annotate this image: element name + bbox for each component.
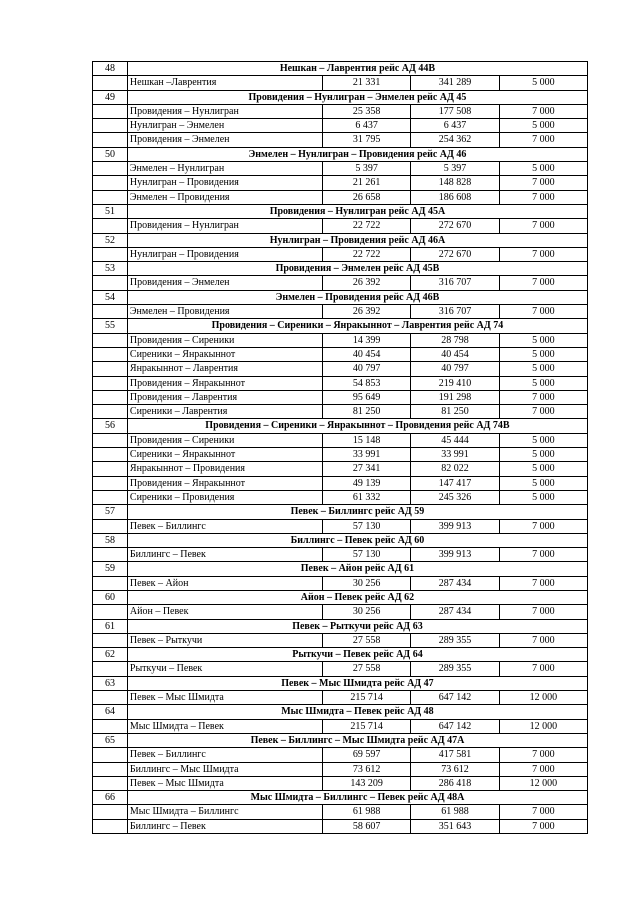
flight-title: Энмелен – Провидения рейс АД 46В bbox=[127, 290, 587, 304]
value-cell-3: 5 000 bbox=[499, 376, 587, 390]
value-cell-1: 30 256 bbox=[323, 605, 411, 619]
value-cell-1: 49 139 bbox=[323, 476, 411, 490]
value-cell-2: 40 454 bbox=[411, 347, 499, 361]
value-cell-2: 148 828 bbox=[411, 176, 499, 190]
value-cell-2: 177 508 bbox=[411, 104, 499, 118]
value-cell-1: 30 256 bbox=[323, 576, 411, 590]
value-cell-2: 272 670 bbox=[411, 219, 499, 233]
flight-header-row bbox=[93, 204, 588, 218]
flight-title: Певек – Мыс Шмидта рейс АД 47 bbox=[127, 676, 587, 690]
value-cell-3: 12 000 bbox=[499, 776, 587, 790]
route-cell: Провидения – Сиреники bbox=[127, 433, 322, 447]
value-cell-1: 61 988 bbox=[323, 805, 411, 819]
route-cell: Рыткучи – Певек bbox=[127, 662, 322, 676]
value-cell-1: 22 722 bbox=[323, 247, 411, 261]
value-cell-3: 7 000 bbox=[499, 805, 587, 819]
value-cell-2: 399 913 bbox=[411, 548, 499, 562]
value-cell-3: 7 000 bbox=[499, 633, 587, 647]
table-row bbox=[93, 776, 588, 790]
flight-header-row bbox=[93, 733, 588, 747]
empty-number-cell bbox=[93, 519, 128, 533]
empty-number-cell bbox=[93, 448, 128, 462]
value-cell-1: 143 209 bbox=[323, 776, 411, 790]
flight-header-row bbox=[93, 791, 588, 805]
value-cell-2: 147 417 bbox=[411, 476, 499, 490]
value-cell-3: 7 000 bbox=[499, 104, 587, 118]
route-cell: Сиреники – Лаврентия bbox=[127, 405, 322, 419]
value-cell-2: 417 581 bbox=[411, 748, 499, 762]
flight-header-row bbox=[93, 262, 588, 276]
table-row bbox=[93, 376, 588, 390]
route-cell: Сиреники – Провидения bbox=[127, 490, 322, 504]
flight-header-row bbox=[93, 705, 588, 719]
route-cell: Певек – Мыс Шмидта bbox=[127, 776, 322, 790]
value-cell-3: 5 000 bbox=[499, 490, 587, 504]
value-cell-3: 5 000 bbox=[499, 462, 587, 476]
value-cell-3: 7 000 bbox=[499, 576, 587, 590]
table-row bbox=[93, 448, 588, 462]
route-cell: Певек – Биллингс bbox=[127, 748, 322, 762]
value-cell-1: 73 612 bbox=[323, 762, 411, 776]
value-cell-1: 95 649 bbox=[323, 390, 411, 404]
value-cell-2: 287 434 bbox=[411, 576, 499, 590]
flights-table-body bbox=[93, 62, 588, 834]
table-row bbox=[93, 805, 588, 819]
value-cell-2: 647 142 bbox=[411, 691, 499, 705]
empty-number-cell bbox=[93, 548, 128, 562]
flight-number: 66 bbox=[93, 791, 128, 805]
flight-title: Провидения – Сиреники – Янракыннот – Провидения рейс АД 74В bbox=[127, 419, 587, 433]
value-cell-2: 399 913 bbox=[411, 519, 499, 533]
flight-title: Рыткучи – Певек рейс АД 64 bbox=[127, 648, 587, 662]
flight-number: 61 bbox=[93, 619, 128, 633]
flight-title: Провидения – Нунлигран – Энмелен рейс АД 45 bbox=[127, 90, 587, 104]
empty-number-cell bbox=[93, 305, 128, 319]
value-cell-1: 69 597 bbox=[323, 748, 411, 762]
flight-header-row bbox=[93, 590, 588, 604]
flight-title: Певек – Рыткучи рейс АД 63 bbox=[127, 619, 587, 633]
value-cell-2: 254 362 bbox=[411, 133, 499, 147]
flight-number: 60 bbox=[93, 590, 128, 604]
table-row bbox=[93, 333, 588, 347]
flight-header-row bbox=[93, 319, 588, 333]
value-cell-2: 6 437 bbox=[411, 119, 499, 133]
value-cell-1: 40 797 bbox=[323, 362, 411, 376]
flight-number: 49 bbox=[93, 90, 128, 104]
flight-number: 50 bbox=[93, 147, 128, 161]
table-row bbox=[93, 605, 588, 619]
flight-title: Нунлигран – Провидения рейс АД 46А bbox=[127, 233, 587, 247]
route-cell: Мыс Шмидта – Биллингс bbox=[127, 805, 322, 819]
value-cell-3: 7 000 bbox=[499, 519, 587, 533]
table-row bbox=[93, 162, 588, 176]
empty-number-cell bbox=[93, 805, 128, 819]
value-cell-3: 7 000 bbox=[499, 662, 587, 676]
value-cell-3: 7 000 bbox=[499, 190, 587, 204]
value-cell-2: 28 798 bbox=[411, 333, 499, 347]
table-row bbox=[93, 119, 588, 133]
table-row bbox=[93, 347, 588, 361]
route-cell: Провидения – Лаврентия bbox=[127, 390, 322, 404]
route-cell: Певек – Мыс Шмидта bbox=[127, 691, 322, 705]
flight-number: 63 bbox=[93, 676, 128, 690]
flight-header-row bbox=[93, 505, 588, 519]
flight-header-row bbox=[93, 62, 588, 76]
empty-number-cell bbox=[93, 576, 128, 590]
value-cell-2: 286 418 bbox=[411, 776, 499, 790]
value-cell-3: 12 000 bbox=[499, 691, 587, 705]
route-cell: Янракыннот – Провидения bbox=[127, 462, 322, 476]
route-cell: Певек – Биллингс bbox=[127, 519, 322, 533]
table-row bbox=[93, 548, 588, 562]
flight-number: 62 bbox=[93, 648, 128, 662]
value-cell-2: 316 707 bbox=[411, 305, 499, 319]
value-cell-1: 27 558 bbox=[323, 633, 411, 647]
flight-number: 58 bbox=[93, 533, 128, 547]
value-cell-2: 5 397 bbox=[411, 162, 499, 176]
flight-header-row bbox=[93, 290, 588, 304]
value-cell-3: 7 000 bbox=[499, 548, 587, 562]
empty-number-cell bbox=[93, 362, 128, 376]
table-row bbox=[93, 390, 588, 404]
empty-number-cell bbox=[93, 247, 128, 261]
value-cell-1: 25 358 bbox=[323, 104, 411, 118]
value-cell-1: 26 392 bbox=[323, 305, 411, 319]
value-cell-1: 31 795 bbox=[323, 133, 411, 147]
table-row bbox=[93, 276, 588, 290]
flight-title: Певек – Айон рейс АД 61 bbox=[127, 562, 587, 576]
table-row bbox=[93, 190, 588, 204]
table-row bbox=[93, 76, 588, 90]
flight-title: Мыс Шмидта – Певек рейс АД 48 bbox=[127, 705, 587, 719]
empty-number-cell bbox=[93, 390, 128, 404]
value-cell-1: 58 607 bbox=[323, 819, 411, 833]
value-cell-3: 7 000 bbox=[499, 176, 587, 190]
empty-number-cell bbox=[93, 176, 128, 190]
value-cell-1: 33 991 bbox=[323, 448, 411, 462]
empty-number-cell bbox=[93, 133, 128, 147]
value-cell-1: 26 658 bbox=[323, 190, 411, 204]
empty-number-cell bbox=[93, 762, 128, 776]
route-cell: Провидения – Янракыннот bbox=[127, 476, 322, 490]
flight-title: Певек – Биллингс рейс АД 59 bbox=[127, 505, 587, 519]
value-cell-1: 21 331 bbox=[323, 76, 411, 90]
flight-header-row bbox=[93, 419, 588, 433]
route-cell: Провидения – Энмелен bbox=[127, 133, 322, 147]
value-cell-1: 215 714 bbox=[323, 691, 411, 705]
value-cell-2: 73 612 bbox=[411, 762, 499, 776]
table-row bbox=[93, 519, 588, 533]
value-cell-3: 7 000 bbox=[499, 819, 587, 833]
route-cell: Сиреники – Янракыннот bbox=[127, 347, 322, 361]
empty-number-cell bbox=[93, 633, 128, 647]
value-cell-3: 7 000 bbox=[499, 405, 587, 419]
table-row bbox=[93, 133, 588, 147]
table-row bbox=[93, 305, 588, 319]
value-cell-1: 21 261 bbox=[323, 176, 411, 190]
table-row bbox=[93, 662, 588, 676]
empty-number-cell bbox=[93, 476, 128, 490]
flight-header-row bbox=[93, 619, 588, 633]
value-cell-3: 5 000 bbox=[499, 119, 587, 133]
table-row bbox=[93, 176, 588, 190]
value-cell-3: 7 000 bbox=[499, 133, 587, 147]
value-cell-1: 40 454 bbox=[323, 347, 411, 361]
flight-header-row bbox=[93, 676, 588, 690]
value-cell-2: 186 608 bbox=[411, 190, 499, 204]
flight-title: Провидения – Сиреники – Янракыннот – Лаврентия рейс АД 74 bbox=[127, 319, 587, 333]
table-row bbox=[93, 633, 588, 647]
route-cell: Энмелен – Провидения bbox=[127, 190, 322, 204]
empty-number-cell bbox=[93, 490, 128, 504]
empty-number-cell bbox=[93, 405, 128, 419]
table-row bbox=[93, 362, 588, 376]
value-cell-1: 215 714 bbox=[323, 719, 411, 733]
route-cell: Провидения – Сиреники bbox=[127, 333, 322, 347]
empty-number-cell bbox=[93, 605, 128, 619]
flight-number: 52 bbox=[93, 233, 128, 247]
table-row bbox=[93, 719, 588, 733]
value-cell-2: 40 797 bbox=[411, 362, 499, 376]
value-cell-3: 7 000 bbox=[499, 247, 587, 261]
value-cell-3: 5 000 bbox=[499, 76, 587, 90]
value-cell-1: 54 853 bbox=[323, 376, 411, 390]
flight-title: Мыс Шмидта – Биллингс – Певек рейс АД 48А bbox=[127, 791, 587, 805]
value-cell-1: 81 250 bbox=[323, 405, 411, 419]
table-row bbox=[93, 219, 588, 233]
flights-table bbox=[92, 61, 588, 834]
flight-header-row bbox=[93, 233, 588, 247]
table-row bbox=[93, 762, 588, 776]
route-cell: Певек – Рыткучи bbox=[127, 633, 322, 647]
flight-title: Певек – Биллингс – Мыс Шмидта рейс АД 47А bbox=[127, 733, 587, 747]
value-cell-1: 26 392 bbox=[323, 276, 411, 290]
value-cell-3: 5 000 bbox=[499, 162, 587, 176]
value-cell-1: 57 130 bbox=[323, 519, 411, 533]
route-cell: Нунлигран – Провидения bbox=[127, 247, 322, 261]
value-cell-3: 5 000 bbox=[499, 476, 587, 490]
flight-number: 48 bbox=[93, 62, 128, 76]
route-cell: Сиреники – Янракыннот bbox=[127, 448, 322, 462]
value-cell-1: 27 341 bbox=[323, 462, 411, 476]
flight-number: 59 bbox=[93, 562, 128, 576]
table-row bbox=[93, 462, 588, 476]
empty-number-cell bbox=[93, 162, 128, 176]
value-cell-2: 289 355 bbox=[411, 662, 499, 676]
flight-number: 64 bbox=[93, 705, 128, 719]
table-row bbox=[93, 819, 588, 833]
value-cell-2: 316 707 bbox=[411, 276, 499, 290]
value-cell-2: 351 643 bbox=[411, 819, 499, 833]
empty-number-cell bbox=[93, 119, 128, 133]
value-cell-2: 45 444 bbox=[411, 433, 499, 447]
value-cell-2: 245 326 bbox=[411, 490, 499, 504]
table-row bbox=[93, 476, 588, 490]
route-cell: Янракыннот – Лаврентия bbox=[127, 362, 322, 376]
route-cell: Провидения – Янракыннот bbox=[127, 376, 322, 390]
empty-number-cell bbox=[93, 691, 128, 705]
route-cell: Айон – Певек bbox=[127, 605, 322, 619]
value-cell-1: 6 437 bbox=[323, 119, 411, 133]
value-cell-2: 82 022 bbox=[411, 462, 499, 476]
empty-number-cell bbox=[93, 76, 128, 90]
empty-number-cell bbox=[93, 819, 128, 833]
route-cell: Энмелен – Нунлигран bbox=[127, 162, 322, 176]
value-cell-3: 7 000 bbox=[499, 305, 587, 319]
value-cell-3: 5 000 bbox=[499, 433, 587, 447]
value-cell-2: 272 670 bbox=[411, 247, 499, 261]
route-cell: Провидения – Энмелен bbox=[127, 276, 322, 290]
value-cell-2: 219 410 bbox=[411, 376, 499, 390]
flight-title: Биллингс – Певек рейс АД 60 bbox=[127, 533, 587, 547]
route-cell: Биллингс – Певек bbox=[127, 548, 322, 562]
flight-number: 51 bbox=[93, 204, 128, 218]
flight-number: 56 bbox=[93, 419, 128, 433]
route-cell: Провидения – Нунлигран bbox=[127, 104, 322, 118]
value-cell-2: 61 988 bbox=[411, 805, 499, 819]
value-cell-3: 7 000 bbox=[499, 748, 587, 762]
flight-title: Айон – Певек рейс АД 62 bbox=[127, 590, 587, 604]
value-cell-2: 287 434 bbox=[411, 605, 499, 619]
route-cell: Биллингс – Певек bbox=[127, 819, 322, 833]
route-cell: Певек – Айон bbox=[127, 576, 322, 590]
table-row bbox=[93, 691, 588, 705]
value-cell-3: 7 000 bbox=[499, 605, 587, 619]
flight-number: 53 bbox=[93, 262, 128, 276]
value-cell-1: 22 722 bbox=[323, 219, 411, 233]
flight-number: 57 bbox=[93, 505, 128, 519]
empty-number-cell bbox=[93, 276, 128, 290]
value-cell-2: 33 991 bbox=[411, 448, 499, 462]
value-cell-2: 647 142 bbox=[411, 719, 499, 733]
value-cell-3: 5 000 bbox=[499, 347, 587, 361]
table-row bbox=[93, 748, 588, 762]
route-cell: Биллингс – Мыс Шмидта bbox=[127, 762, 322, 776]
value-cell-1: 14 399 bbox=[323, 333, 411, 347]
flight-header-row bbox=[93, 533, 588, 547]
table-row bbox=[93, 104, 588, 118]
route-cell: Мыс Шмидта – Певек bbox=[127, 719, 322, 733]
table-row bbox=[93, 405, 588, 419]
value-cell-1: 61 332 bbox=[323, 490, 411, 504]
table-row bbox=[93, 576, 588, 590]
value-cell-1: 57 130 bbox=[323, 548, 411, 562]
table-row bbox=[93, 490, 588, 504]
empty-number-cell bbox=[93, 333, 128, 347]
value-cell-1: 5 397 bbox=[323, 162, 411, 176]
value-cell-3: 5 000 bbox=[499, 448, 587, 462]
value-cell-2: 341 289 bbox=[411, 76, 499, 90]
value-cell-3: 7 000 bbox=[499, 762, 587, 776]
value-cell-3: 12 000 bbox=[499, 719, 587, 733]
route-cell: Нунлигран – Провидения bbox=[127, 176, 322, 190]
value-cell-3: 7 000 bbox=[499, 219, 587, 233]
route-cell: Энмелен – Провидения bbox=[127, 305, 322, 319]
value-cell-3: 7 000 bbox=[499, 276, 587, 290]
flight-title: Провидения – Энмелен рейс АД 45В bbox=[127, 262, 587, 276]
empty-number-cell bbox=[93, 219, 128, 233]
empty-number-cell bbox=[93, 376, 128, 390]
value-cell-3: 7 000 bbox=[499, 390, 587, 404]
empty-number-cell bbox=[93, 347, 128, 361]
value-cell-3: 5 000 bbox=[499, 333, 587, 347]
route-cell: Нунлигран – Энмелен bbox=[127, 119, 322, 133]
value-cell-2: 289 355 bbox=[411, 633, 499, 647]
empty-number-cell bbox=[93, 748, 128, 762]
flight-number: 55 bbox=[93, 319, 128, 333]
value-cell-1: 15 148 bbox=[323, 433, 411, 447]
flight-number: 54 bbox=[93, 290, 128, 304]
flight-title: Нешкан – Лаврентия рейс АД 44В bbox=[127, 62, 587, 76]
value-cell-3: 5 000 bbox=[499, 362, 587, 376]
route-cell: Провидения – Нунлигран bbox=[127, 219, 322, 233]
value-cell-2: 81 250 bbox=[411, 405, 499, 419]
value-cell-1: 27 558 bbox=[323, 662, 411, 676]
empty-number-cell bbox=[93, 104, 128, 118]
empty-number-cell bbox=[93, 190, 128, 204]
empty-number-cell bbox=[93, 433, 128, 447]
value-cell-2: 191 298 bbox=[411, 390, 499, 404]
flight-header-row bbox=[93, 648, 588, 662]
flight-header-row bbox=[93, 562, 588, 576]
flight-title: Провидения – Нунлигран рейс АД 45А bbox=[127, 204, 587, 218]
empty-number-cell bbox=[93, 776, 128, 790]
flight-number: 65 bbox=[93, 733, 128, 747]
table-row bbox=[93, 247, 588, 261]
empty-number-cell bbox=[93, 662, 128, 676]
route-cell: Нешкан –Лаврентия bbox=[127, 76, 322, 90]
flight-header-row bbox=[93, 90, 588, 104]
empty-number-cell bbox=[93, 462, 128, 476]
flight-header-row bbox=[93, 147, 588, 161]
flight-title: Энмелен – Нунлигран – Провидения рейс АД 46 bbox=[127, 147, 587, 161]
empty-number-cell bbox=[93, 719, 128, 733]
table-row bbox=[93, 433, 588, 447]
